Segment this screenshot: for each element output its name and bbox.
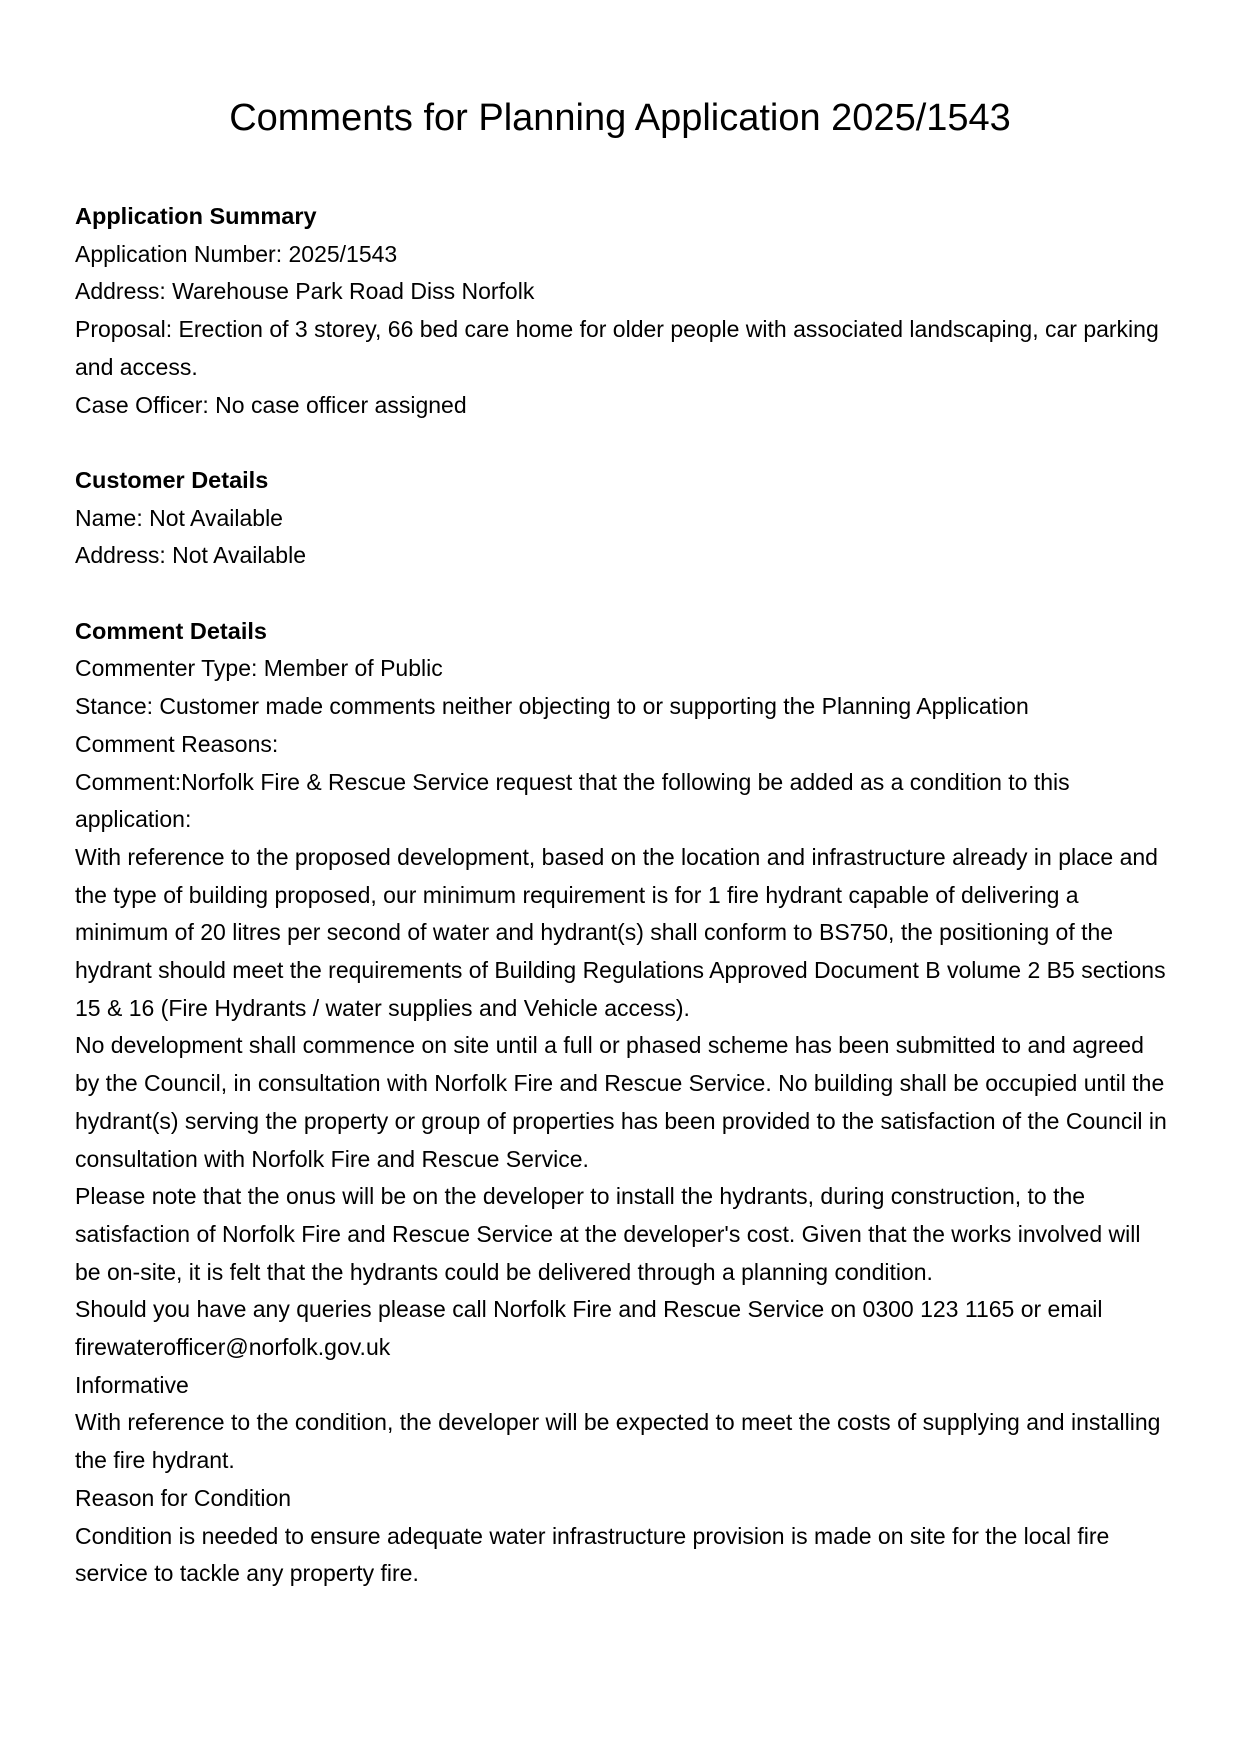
commenter-type: Commenter Type: Member of Public xyxy=(75,655,443,682)
customer-name: Name: Not Available xyxy=(75,504,283,531)
comment-stance: Stance: Customer made comments neither objecting to or supporting the Planning Application xyxy=(75,693,1029,720)
application-summary-heading: Application Summary xyxy=(75,203,317,229)
application-number: Application Number: 2025/1543 xyxy=(75,240,398,267)
comment-reasons: Comment Reasons: xyxy=(75,730,279,757)
customer-details-heading: Customer Details xyxy=(75,466,269,493)
comment-paragraph-condition: No development shall commence on site until a full or phased scheme has been submitted to and agreed by the Council, in consultation with Norfolk Fire and Rescue Service. No building shall be occupied until the hydrant(s) serving the property or group of properties has been provided to the satisfaction of the Council in consultation with Norfolk Fire and Rescue Service. xyxy=(75,1032,1167,1172)
reason-label: Reason for Condition xyxy=(75,1484,292,1511)
reason-text: Condition is needed to ensure adequate water infrastructure provision is made on site for the local fire service to tackle any property fire. xyxy=(75,1522,1110,1587)
comment-paragraph-onus: Please note that the onus will be on the developer to install the hydrants, during construction, to the satisfaction of Norfolk Fire and Rescue Service at the developer's cost. Given that the works involved will be on-site, it is felt that the hydrants could be delivered through a planning condition. xyxy=(75,1183,1141,1285)
informative-label: Informative xyxy=(75,1371,189,1398)
document-body xyxy=(75,198,1170,1593)
comment-paragraph-contact: Should you have any queries please call Norfolk Fire and Rescue Service on 0300 123 1165 or email firewaterofficer@norfolk.gov.uk xyxy=(75,1296,1103,1361)
customer-address: Address: Not Available xyxy=(75,542,306,569)
customer-details-section xyxy=(75,462,1170,575)
application-summary-section xyxy=(75,198,1170,424)
application-proposal: Proposal: Erection of 3 storey, 66 bed care home for older people with associated landscaping, car parking and access. xyxy=(75,316,1159,380)
comment-paragraph-requirement: With reference to the proposed development, based on the location and infrastructure already in place and the type of building proposed, our minimum requirement is for 1 fire hydrant capable of delivering a minimum of 20 litres per second of water and hydrant(s) shall conform to BS750, the positioning of the hydrant should meet the requirements of Building Regulations Approved Document B volume 2 B5 sections 15 & 16 (Fire Hydrants / water supplies and Vehicle access). xyxy=(75,843,1166,1021)
case-officer: Case Officer: No case officer assigned xyxy=(75,391,467,418)
comment-intro: Comment:Norfolk Fire & Rescue Service request that the following be added as a condition to this application: xyxy=(75,768,1070,833)
comment-details-section xyxy=(75,613,1170,1593)
page-title: Comments for Planning Application 2025/1543 xyxy=(229,97,1011,139)
comment-details-heading: Comment Details xyxy=(75,617,267,644)
informative-text: With reference to the condition, the developer will be expected to meet the costs of supplying and installing the fire hydrant. xyxy=(75,1409,1161,1474)
application-address: Address: Warehouse Park Road Diss Norfolk xyxy=(75,278,535,305)
